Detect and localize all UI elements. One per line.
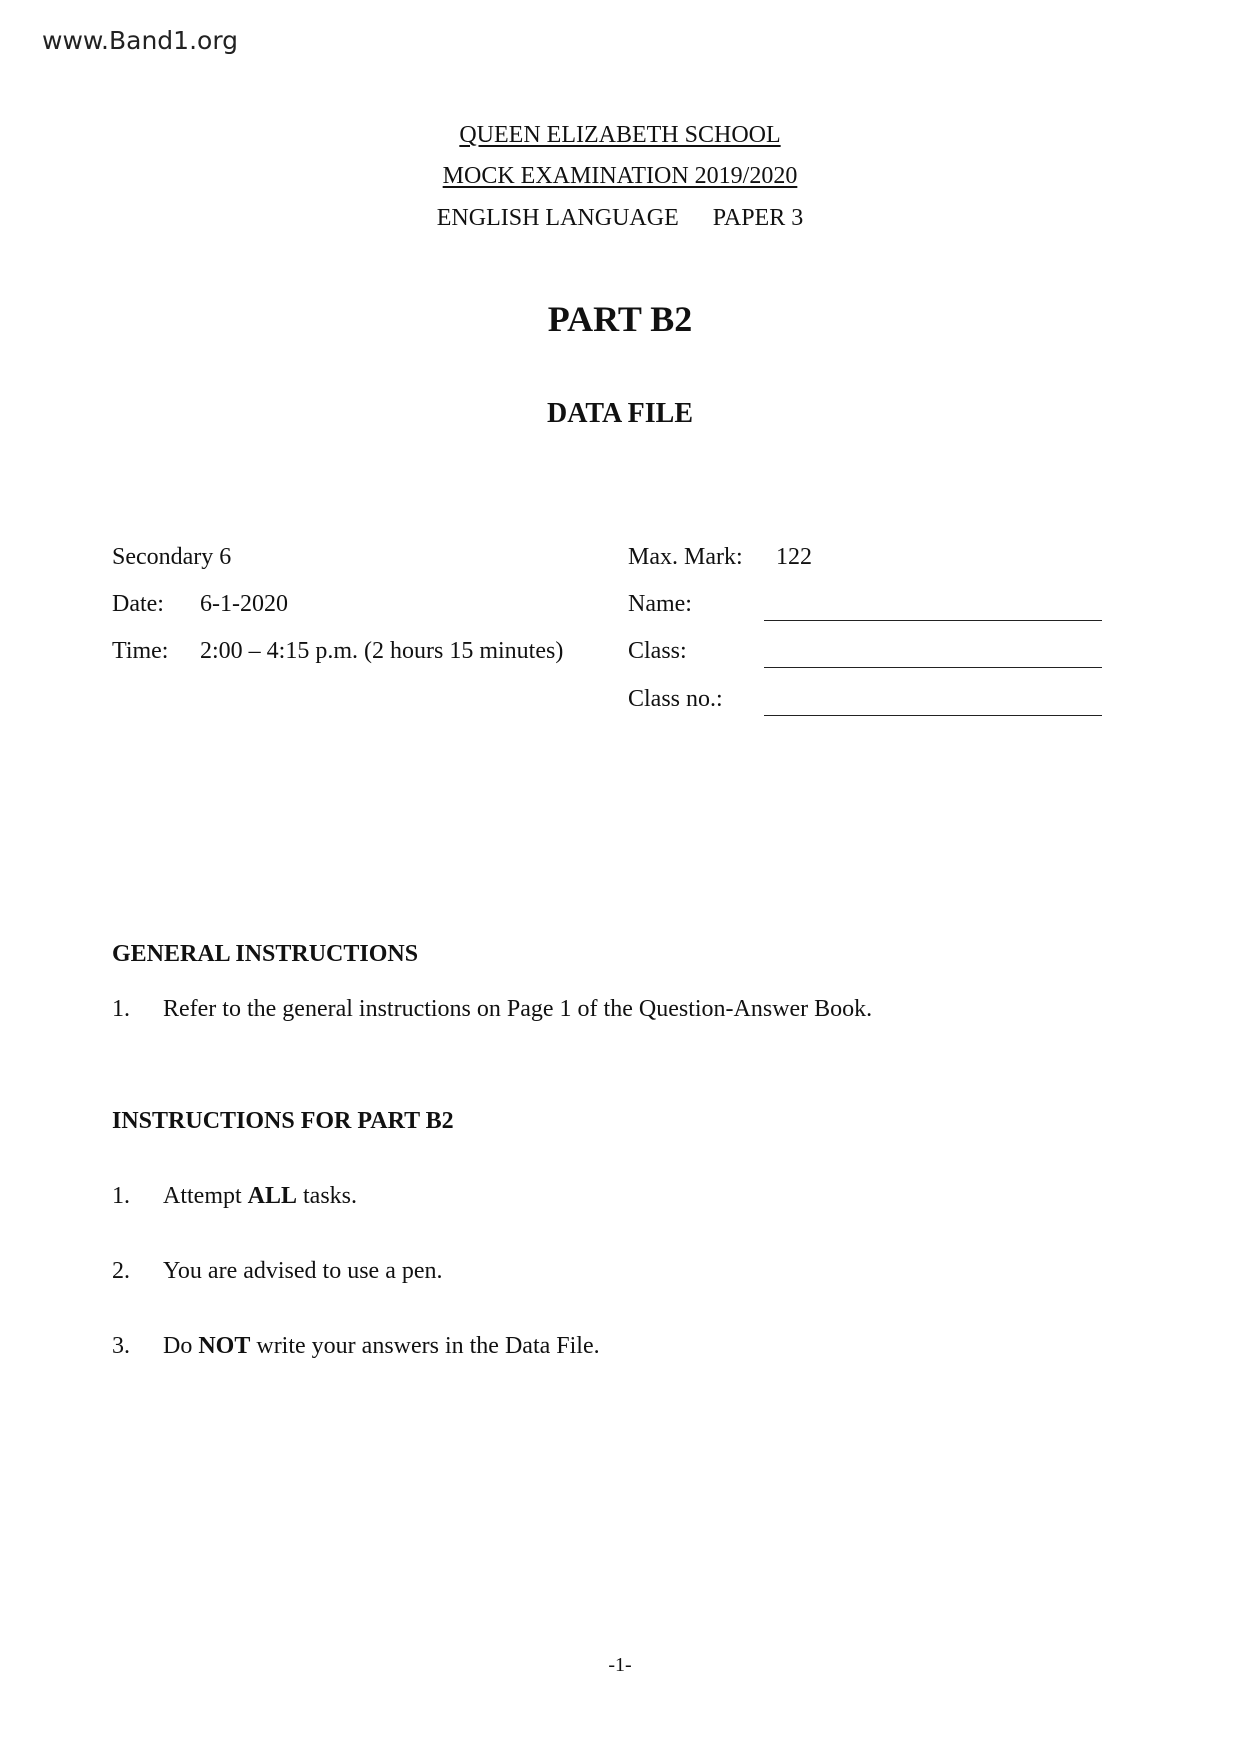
- item-text-post: tasks.: [297, 1183, 358, 1209]
- name-field[interactable]: [764, 620, 1102, 621]
- item-text-post: write your answers in the Data File.: [250, 1333, 600, 1359]
- item-text-emphasis: ALL: [247, 1183, 298, 1209]
- part-instruction-item: [112, 1333, 600, 1360]
- class-no-label: Class no.:: [628, 686, 723, 712]
- subject-label: ENGLISH LANGUAGE: [436, 205, 679, 231]
- part-instruction-item: [112, 1183, 357, 1210]
- exam-title: MOCK EXAMINATION 2019/2020: [442, 163, 798, 189]
- general-instruction-item: [112, 996, 872, 1023]
- max-mark-label: Max. Mark:: [628, 544, 743, 570]
- item-number: 1.: [112, 1183, 130, 1209]
- item-text: [163, 1183, 357, 1210]
- class-field[interactable]: [764, 667, 1102, 668]
- item-text: You are advised to use a pen.: [163, 1258, 443, 1284]
- part-instruction-item: [112, 1258, 443, 1285]
- item-number: 3.: [112, 1333, 130, 1359]
- date-value: 6-1-2020: [200, 591, 288, 617]
- item-text: Refer to the general instructions on Page 1 of the Question-Answer Book.: [163, 996, 873, 1022]
- subject-paper-line: [0, 205, 1240, 232]
- item-number: 1.: [112, 996, 130, 1022]
- page-number: -1-: [608, 1654, 632, 1676]
- paper-label: PAPER 3: [712, 205, 804, 231]
- class-no-field[interactable]: [764, 715, 1102, 716]
- date-label: Date:: [112, 591, 164, 617]
- max-mark-value: 122: [776, 544, 812, 570]
- general-instructions-heading: GENERAL INSTRUCTIONS: [112, 941, 419, 967]
- data-file-title: DATA FILE: [547, 398, 693, 429]
- time-value: 2:00 – 4:15 p.m. (2 hours 15 minutes): [200, 638, 564, 664]
- item-text: [163, 1333, 600, 1360]
- part-title: PART B2: [547, 299, 693, 339]
- level-label: Secondary 6: [112, 544, 232, 570]
- part-instructions-heading: INSTRUCTIONS FOR PART B2: [112, 1108, 454, 1134]
- time-label: Time:: [112, 638, 169, 664]
- item-text-pre: Do: [163, 1333, 199, 1359]
- item-number: 2.: [112, 1258, 130, 1284]
- item-text-pre: Attempt: [163, 1183, 248, 1209]
- name-label: Name:: [628, 591, 692, 617]
- item-text-emphasis: NOT: [198, 1333, 251, 1359]
- class-label: Class:: [628, 638, 687, 664]
- school-name: QUEEN ELIZABETH SCHOOL: [459, 122, 781, 148]
- watermark-link[interactable]: www.Band1.org: [42, 26, 239, 55]
